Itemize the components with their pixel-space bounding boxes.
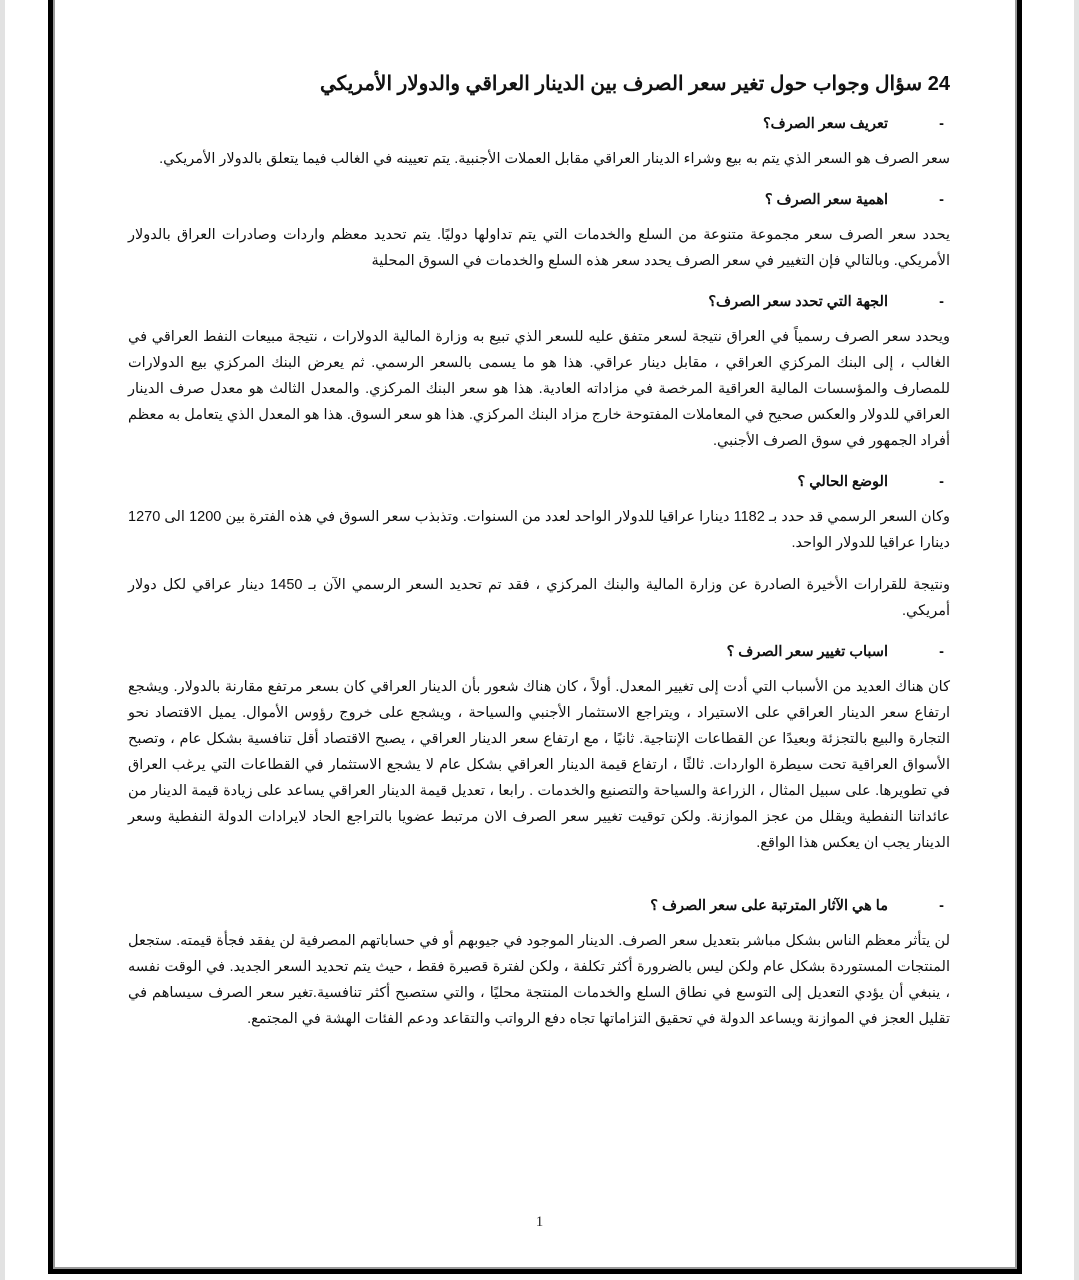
section-question: [128, 188, 950, 212]
bullet-dash: -: [939, 898, 944, 914]
document-title: 24 سؤال وجواب حول تغير سعر الصرف بين الدينار العراقي والدولار الأمريكي: [320, 73, 950, 95]
bullet-dash: -: [939, 644, 944, 660]
question-text: تعريف سعر الصرف؟: [762, 116, 888, 132]
page-number: 1: [535, 1214, 544, 1230]
answer-paragraph: لن يتأثر معظم الناس بشكل مباشر بتعديل سعر الصرف. الدينار الموجود في جيوبهم أو في حساباتهم المصرفية لن يفقد فجأة قيمته. ستجعل المنتجات المستوردة بشكل عام ولكن ليس بالضرورة أكثر تكلفة ، ولكن لفترة قصيرة فقط ، حيث يتم تحديد السعر الجديد. في الوقت نفسه ، ينبغي أن يؤدي التعديل إلى التوسع في نطاق السلع والخدمات المنتجة محليًا ، والتي ستصبح أكثر تنافسية.تغير سعر الصرف سيساهم في تقليل العجز في الموازنة ويساعد الدولة في تحقيق التزاماتها تجاه دفع الرواتب والتقاعد ودعم الفئات الهشة في المجتمع.: [128, 933, 950, 1027]
question-text: الوضع الحالي ؟: [797, 474, 888, 490]
answer-paragraph: وكان السعر الرسمي قد حدد بـ 1182 دينارا عراقيا للدولار الواحد لعدد من السنوات. وتذبذب سعر السوق في هذه الفترة بين 1200 الى 1270 دينارا عراقيا للدولار الواحد.: [128, 509, 950, 551]
viewer-edge-right: [1074, 0, 1079, 1280]
section-question: [128, 640, 950, 664]
answer-paragraph: كان هناك العديد من الأسباب التي أدت إلى تغيير المعدل. أولاً ، كان هناك شعور بأن الدينار العراقي كان بسعر مرتفع مقارنة بالدولار. ويشجع ارتفاع سعر الدينار العراقي على الاستيراد ، ويتراجع الاستثمار الأجنبي والسياحة ، ويشجع على خروج رؤوس الأموال. يميل الاقتصاد نحو التجارة والبيع بالتجزئة وبعيدًا عن القطاعات الإنتاجية. ثانيًا ، مع ارتفاع سعر الدينار العراقي ، يصبح الاقتصاد أقل تنافسية بشكل عام ، وتصبح الأسواق العراقية تحت سيطرة الواردات. ثالثًا ، ارتفاع قيمة الدينار العراقي بشكل عام لا يشجع الاستثمار في القطاعات التي يرغب العراق في تطويرها. على سبيل المثال ، الزراعة والسياحة والتصنيع والخدمات . رابعا ، تعديل قيمة الدينار العراقي يساعد على زيادة قيمة الدينار من عائداتنا النفطية ويقلل من عجز الموازنة. ولكن توقيت تغيير سعر الصرف الان مرتبط عضويا بالتراجع الحاد لايرادات الدولة النفطية وسعر الدينار يجب ان يعكس هذا الواقع.: [128, 679, 950, 851]
bullet-dash: -: [939, 192, 944, 208]
viewer-edge-left: [0, 0, 5, 1280]
section-question: [128, 894, 950, 918]
bullet-dash: -: [939, 474, 944, 490]
question-text: ما هي الآثار المترتبة على سعر الصرف ؟: [650, 898, 888, 914]
section-question: [128, 470, 950, 494]
document-body: [128, 68, 950, 1048]
question-text: اهمية سعر الصرف ؟: [764, 192, 888, 208]
bullet-dash: -: [939, 294, 944, 310]
answer-paragraph: ونتيجة للقرارات الأخيرة الصادرة عن وزارة المالية والبنك المركزي ، فقد تم تحديد السعر الرسمي الآن بـ 1450 دينار عراقي لكل دولار أمريكي.: [128, 577, 950, 619]
question-text: الجهة التي تحدد سعر الصرف؟: [708, 294, 888, 310]
bullet-dash: -: [939, 116, 944, 132]
question-text: اسباب تغيير سعر الصرف ؟: [726, 644, 888, 660]
section-question: [128, 112, 950, 136]
answer-paragraph: سعر الصرف هو السعر الذي يتم به بيع وشراء الدينار العراقي مقابل العملات الأجنبية. يتم تعيينه في الغالب فيما يتعلق بالدولار الأمريكي.: [159, 151, 950, 167]
answer-paragraph: يحدد سعر الصرف سعر مجموعة متنوعة من السلع والخدمات التي يتم تداولها دوليًا. يتم تحديد معظم واردات وصادرات العراق بالدولار الأمريكي. وبالتالي فإن التغيير في سعر الصرف يحدد سعر هذه السلع والخدمات في السوق المحلية: [128, 227, 950, 269]
section-question: [128, 290, 950, 314]
answer-paragraph: ويحدد سعر الصرف رسمياً في العراق نتيجة لسعر متفق عليه للسعر الذي تبيع به وزارة المالية الدولارات ، نتيجة مبيعات النفط العراقي في الغالب ، إلى البنك المركزي العراقي ، مقابل دينار عراقي. هذا هو ما يسمى بالسعر الرسمي. ثم يعرض البنك المركزي بيع الدولارات للمصارف والمؤسسات المالية العراقية المرخصة في مزاداته العادية. هذا هو سعر البنك المركزي. والمعدل الثالث هو معدل صرف الدينار العراقي للدولار والعكس صحيح في المعاملات المفتوحة خارج مزاد البنك المركزي. هذا هو سعر السوق. هذا هو المعدل الذي يتعامل به معظم أفراد الجمهور في سوق الصرف الأجنبي.: [128, 329, 950, 449]
